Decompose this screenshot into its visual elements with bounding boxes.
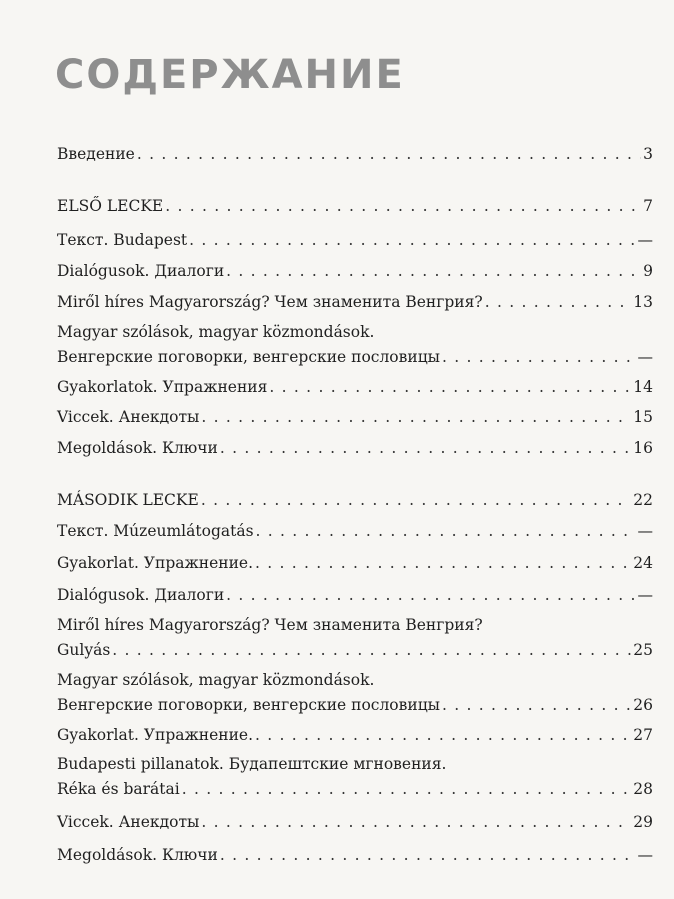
- entry-label: Венгерские поговорки, венгерские пословицы: [57, 348, 441, 366]
- entry-label: Венгерские поговорки, венгерские пословицы: [57, 696, 441, 714]
- entry-label: Gulyás: [57, 641, 111, 659]
- entry-label-line1: Miről híres Magyarország? Чем знаменита Венгрия?: [57, 616, 483, 634]
- entry-page: 3: [643, 145, 653, 163]
- toc-entry[interactable]: [57, 668, 653, 718]
- leader-dots: [485, 290, 632, 315]
- entry-label: Gyakorlat. Упражнение.: [57, 554, 254, 572]
- leader-dots: [269, 375, 631, 400]
- entry-page: 27: [633, 726, 653, 744]
- entry-label: ELSŐ LECKE: [57, 197, 164, 215]
- leader-dots: [226, 259, 641, 284]
- leader-dots: [189, 228, 635, 253]
- entry-page: 15: [633, 408, 653, 426]
- leader-dots: [112, 638, 631, 663]
- toc-entry[interactable]: [57, 436, 653, 461]
- entry-page: 25: [633, 641, 653, 659]
- toc-entry[interactable]: [57, 810, 653, 835]
- entry-page: 14: [633, 378, 653, 396]
- entry-page: —: [637, 586, 653, 604]
- leader-dots: [182, 777, 632, 802]
- toc-entry[interactable]: [57, 551, 653, 576]
- toc-entry[interactable]: [57, 375, 653, 400]
- entry-page: 22: [633, 491, 653, 509]
- leader-dots: [201, 488, 631, 513]
- leader-dots: [255, 551, 631, 576]
- entry-label: Введение: [57, 145, 135, 163]
- toc-entry-lesson-one[interactable]: [57, 194, 653, 219]
- entry-page: —: [637, 846, 653, 864]
- entry-label: Réka és barátai: [57, 780, 180, 798]
- toc-entry[interactable]: [57, 290, 653, 315]
- entry-label: Текст. Budapest: [57, 231, 188, 249]
- toc-entry[interactable]: [57, 259, 653, 284]
- toc-entry[interactable]: [57, 723, 653, 748]
- entry-label: Dialógusok. Диалоги: [57, 262, 225, 280]
- entry-page: 24: [633, 554, 653, 572]
- entry-page: 13: [633, 293, 653, 311]
- toc-entry[interactable]: [57, 228, 653, 253]
- entry-label-line1: Magyar szólások, magyar közmondások.: [57, 323, 375, 341]
- leader-dots: [220, 436, 631, 461]
- toc-entry[interactable]: [57, 752, 653, 802]
- page-title: СОДЕРЖАНИЕ: [55, 52, 405, 98]
- entry-page: 16: [633, 439, 653, 457]
- entry-label: MÁSODIK LECKE: [57, 491, 199, 509]
- entry-label: Megoldások. Ключи: [57, 846, 218, 864]
- entry-page: —: [637, 231, 653, 249]
- entry-page: 26: [633, 696, 653, 714]
- leader-dots: [137, 142, 641, 167]
- entry-page: —: [637, 348, 653, 366]
- leader-dots: [226, 583, 635, 608]
- entry-label: Gyakorlatok. Упражнения: [57, 378, 268, 396]
- toc-entry[interactable]: [57, 405, 653, 430]
- leader-dots: [165, 194, 641, 219]
- toc-entry[interactable]: [57, 583, 653, 608]
- entry-label: Megoldások. Ключи: [57, 439, 218, 457]
- entry-label: Текст. Múzeumlátogatás: [57, 522, 254, 540]
- leader-dots: [201, 810, 631, 835]
- leader-dots: [220, 843, 636, 868]
- entry-page: 7: [643, 197, 653, 215]
- entry-label: Gyakorlat. Упражнение.: [57, 726, 254, 744]
- entry-page: —: [637, 522, 653, 540]
- entry-page: 9: [643, 262, 653, 280]
- entry-label: Miről híres Magyarország? Чем знаменита Венгрия?: [57, 293, 483, 311]
- entry-label: Viccek. Анекдоты: [57, 813, 200, 831]
- entry-label-line1: Budapesti pillanatok. Будапештские мгновения.: [57, 755, 447, 773]
- toc-entry[interactable]: [57, 519, 653, 544]
- entry-page: 29: [633, 813, 653, 831]
- toc-entry-lesson-two[interactable]: [57, 488, 653, 513]
- entry-label: Viccek. Анекдоты: [57, 408, 200, 426]
- toc-entry[interactable]: [57, 613, 653, 663]
- leader-dots: [442, 693, 631, 718]
- toc-entry-introduction[interactable]: [57, 142, 653, 167]
- leader-dots: [256, 519, 636, 544]
- leader-dots: [255, 723, 631, 748]
- entry-label: Dialógusok. Диалоги: [57, 586, 225, 604]
- leader-dots: [442, 345, 635, 370]
- toc-entry[interactable]: [57, 843, 653, 868]
- entry-page: 28: [633, 780, 653, 798]
- toc-entry[interactable]: [57, 320, 653, 370]
- leader-dots: [201, 405, 631, 430]
- entry-label-line1: Magyar szólások, magyar közmondások.: [57, 671, 375, 689]
